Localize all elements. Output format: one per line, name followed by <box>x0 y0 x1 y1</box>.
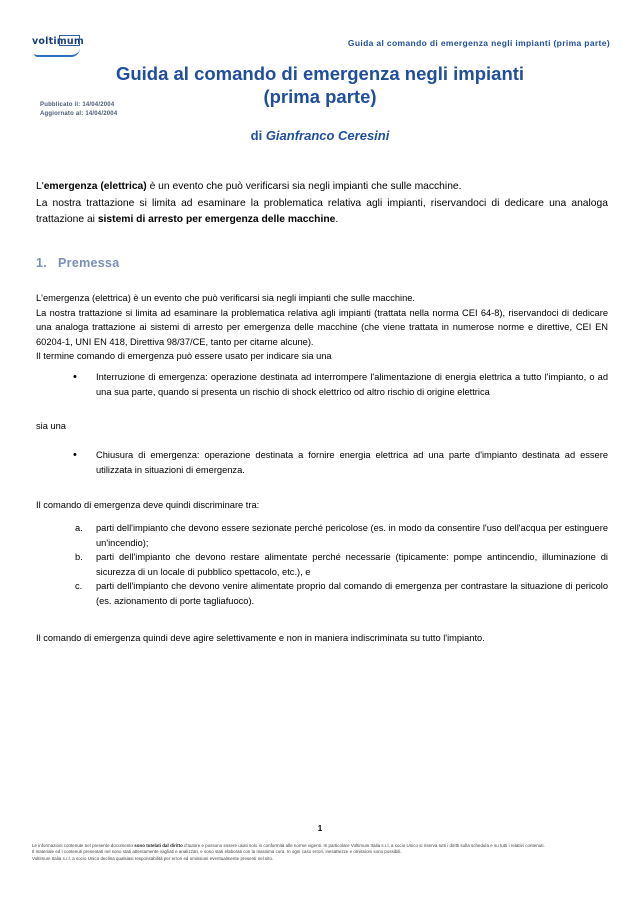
premessa-paragraph-1: L'emergenza (elettrica) è un evento che può verificarsi sia negli impianti che sulle macchine. <box>36 293 416 303</box>
bullet-list-chiusura <box>66 448 608 477</box>
intro-line2-pre: La nostra trattazione si limita ad esaminare la problematica relativa agli impianti, riservandoci di dedicare una analoga trattazione ai <box>36 197 608 225</box>
list-item: a. parti dell'impianto che devono essere sezionate perché pericolose (es. in modo da consentire l'uso dell'acqua per estinguere un'incendio); <box>66 521 608 550</box>
intro-line2-post: . <box>335 214 339 225</box>
premessa-paragraph-2: La nostra trattazione si limita ad esaminare la problematica relativa agli impianti (trattata nella norma CEI 64-8), riservandoci di dedicare una analoga trattazione ai sistemi di arresto per emergenza delle macchine (che viene trattata in numerose norme e direttive, CEI EN 60204-1, UNI EN 418, Direttiva 98/37/CE, tanto per citarne alcune). <box>36 307 608 347</box>
intro-line2-bold: sistemi di arresto per emergenza delle macchine <box>97 214 336 225</box>
connector-text: sia una <box>36 421 66 431</box>
disclaimer-post: d'autore e possono essere usati solo in conformità alle norme vigenti. In particolare Voltimum Italia s.r.l. a socio Unico si riserva tutti i diritti sulla schedula e su tutti i relativi contenuti. <box>182 843 545 848</box>
author-prefix: di <box>250 128 266 143</box>
disclaimer-pre: Le informazioni contenute nel presente documento <box>32 843 135 848</box>
intro-line1-pre: L' <box>36 181 44 192</box>
intro-line1-bold: emergenza (elettrica) <box>43 181 147 192</box>
list-item: b. parti dell'impianto che devono restare alimentate perché necessarie (tipicamente: pompe antincendio, illuminazione di sicurezza di un locale di pubblico spettacolo, etc.), e <box>66 550 608 579</box>
logo-swoosh-icon <box>34 48 80 57</box>
disclaimer-line-3: Voltimum Italia s.r.l. a socio Unico declina qualsiasi responsabilità per errori ed omissioni eventualmente presenti nel sito. <box>32 855 274 861</box>
logo-box-icon <box>59 35 80 46</box>
author-name: Gianfranco Ceresini <box>265 128 390 143</box>
alpha-list <box>66 521 608 609</box>
disclaimer-bold: sono tutelati dal diritto <box>134 843 183 848</box>
logo-text: voltimum <box>32 36 84 47</box>
intro-line-1 <box>36 179 608 196</box>
premessa-body <box>36 291 608 364</box>
page-header <box>0 30 640 60</box>
document-title-line2: (prima parte) <box>263 86 377 107</box>
bullet-list-interruzione <box>66 370 608 399</box>
intro-line1-post: è un evento che può verificarsi sia negli impianti che sulle macchine. <box>146 181 462 192</box>
voltimum-logo <box>32 36 94 58</box>
list-item: c. parti dell'impianto che devono venire alimentate proprio dal comando di emergenza per contrastare la situazione di pericolo (es. azionamento di porte tagliafuoco). <box>66 579 608 608</box>
section-heading-premessa <box>36 256 120 270</box>
closing-paragraph: Il comando di emergenza quindi deve agire selettivamente e non in maniera indiscriminata su tutto l'impianto. <box>36 633 485 643</box>
premessa-paragraph-3: Il termine comando di emergenza può essere usato per indicare sia una <box>36 351 332 362</box>
publication-info <box>40 101 117 118</box>
discriminate-intro: Il comando di emergenza deve quindi discriminare tra: <box>36 500 260 510</box>
published-date: Pubblicato il: 14/04/2004 <box>40 102 115 108</box>
document-title-line1: Guida al comando di emergenza negli impianti <box>115 63 525 84</box>
author-line <box>0 128 640 143</box>
intro-line-2 <box>36 196 608 229</box>
running-header-title: Guida al comando di emergenza negli impianti (prima parte) <box>347 38 610 48</box>
section-title: Premessa <box>58 256 120 270</box>
disclaimer-line-2: Il materiale ed i contenuti presentati nel sono stati attentamente vagliati e analizzati, e sono stati elaborati con la massima cura. In ogni caso errori, inesattezze e omissioni sono possibili. <box>32 849 402 855</box>
page-number: 1 <box>317 824 323 833</box>
updated-date: Aggiornato al: 14/04/2004 <box>40 110 118 117</box>
intro-paragraph <box>36 179 608 229</box>
list-item: • Interruzione di emergenza: operazione destinata ad interrompere l'alimentazione di energia elettrica a tutto l'impianto, o ad una sua parte, quando si presenta un rischio di shock elettrico od altro rischio di origine elettrica <box>66 370 608 399</box>
footer-disclaimer <box>32 843 610 862</box>
section-number: 1. <box>36 256 48 270</box>
list-item: • Chiusura di emergenza: operazione destinata a fornire energia elettrica ad una parte d'impianto destinata ad essere utilizzata in situazioni di emergenza. <box>66 448 608 477</box>
